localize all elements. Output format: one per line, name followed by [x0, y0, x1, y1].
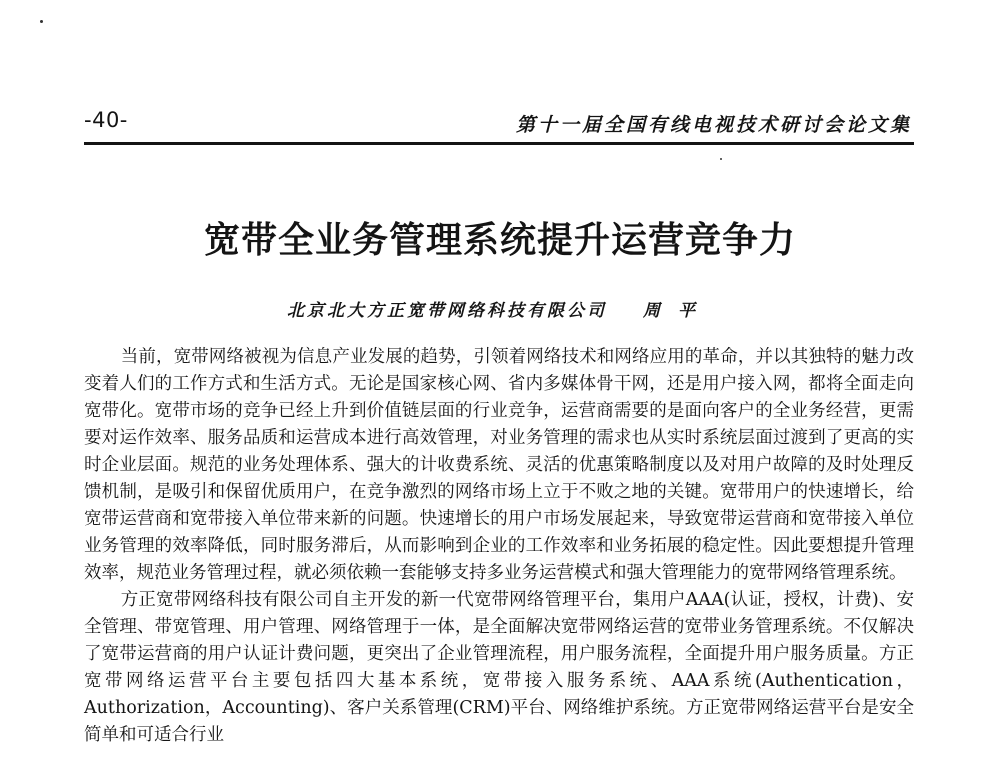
byline — [0, 296, 1000, 321]
article-body — [84, 344, 914, 749]
scan-speck — [720, 158, 722, 160]
paragraph: 当前，宽带网络被视为信息产业发展的趋势，引领着网络技术和网络应用的革命，并以其独特的魅力改变着人们的工作方式和生活方式。无论是国家核心网、省内多媒体骨干网，还是用户接入网，都将全面走向宽带化。宽带市场的竞争已经上升到价值链层面的行业竞争，运营商需要的是面向客户的全业务经营，更需要对运作效率、服务品质和运营成本进行高效管理，对业务管理的需求也从实时系统层面过渡到了更高的实时企业层面。规范的业务处理体系、强大的计收费系统、灵活的优惠策略制度以及对用户故障的及时处理反馈机制，是吸引和保留优质用户，在竞争激烈的网络市场上立于不败之地的关键。宽带用户的快速增长，给宽带运营商和宽带接入单位带来新的问题。快速增长的用户市场发展起来，导致宽带运营商和宽带接入单位业务管理的效率降低，同时服务滞后，从而影响到企业的工作效率和业务拓展的稳定性。因此要想提升管理效率，规范业务管理过程，就必须依赖一套能够支持多业务运营模式和强大管理能力的宽带网络管理系统。 — [84, 347, 914, 583]
article-title: 宽带全业务管理系统提升运营竞争力 — [203, 220, 796, 261]
page-number: -40- — [84, 108, 128, 132]
header-rule — [84, 142, 914, 145]
affiliation: 北京北大方正宽带网络科技有限公司 — [287, 301, 607, 321]
scan-speck — [40, 20, 43, 23]
paragraph: 方正宽带网络科技有限公司自主开发的新一代宽带网络管理平台，集用户AAA(认证，授权，计费)、安全管理、带宽管理、用户管理、网络管理于一体，是全面解决宽带网络运营的宽带业务管理系统。不仅解决了宽带运营商的用户认证计费问题，更突出了企业管理流程，用户服务流程，全面提升用户服务质量。方正宽带网络运营平台主要包括四大基本系统，宽带接入服务系统、AAA系统(Authentication，Authorization，Accounting)、客户关系管理(CRM)平台、网络维护系统。方正宽带网络运营平台是安全简单和可适合行业 — [84, 590, 914, 745]
running-head: 第十一届全国有线电视技术研讨会论文集 — [515, 114, 912, 136]
author: 周平 — [643, 301, 713, 321]
